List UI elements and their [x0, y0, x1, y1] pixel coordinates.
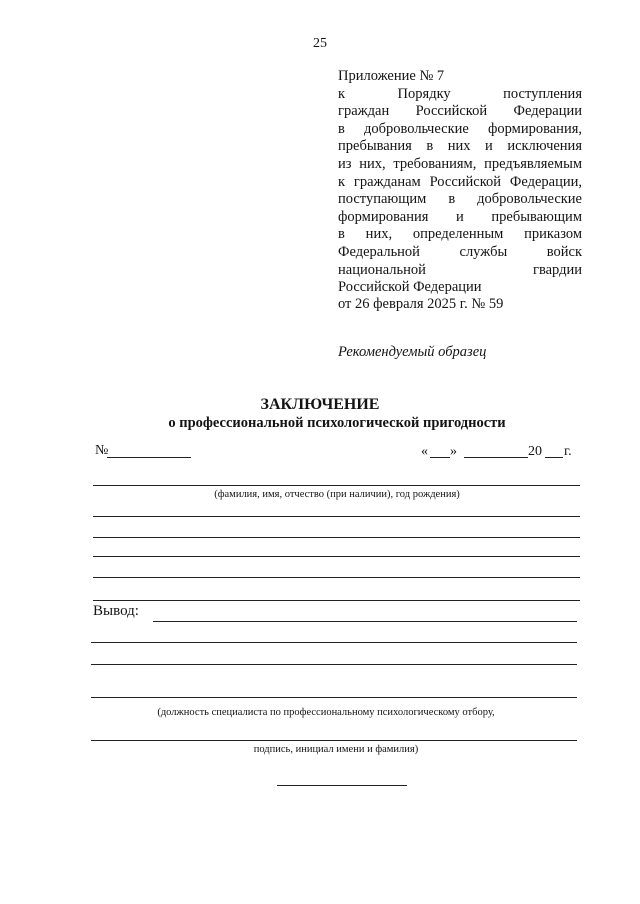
date-quote-close: »	[450, 444, 457, 459]
signature-field[interactable]	[91, 740, 577, 741]
date-year-prefix: 20	[528, 444, 542, 459]
conclusion-field[interactable]	[153, 621, 577, 622]
order-reference: от 26 февраля 2025 г. № 59	[338, 296, 504, 312]
appendix-line: в добровольческие формирования,	[338, 120, 582, 137]
page-number: 25	[313, 36, 327, 51]
text-line[interactable]	[93, 516, 580, 517]
date-year-field[interactable]	[545, 457, 563, 458]
signature-caption: подпись, инициал имени и фамилия)	[253, 744, 419, 755]
text-line[interactable]	[93, 600, 580, 601]
conclusion-label: Вывод:	[93, 603, 139, 619]
full-name-field[interactable]	[93, 485, 580, 486]
full-name-caption: (фамилия, имя, отчество (при наличии), год рождения)	[214, 489, 460, 500]
appendix-line: в них, определенным приказом	[338, 226, 582, 243]
appendix-line: пребывания в них и исключения	[338, 138, 582, 155]
appendix-title: Приложение № 7	[338, 68, 445, 84]
appendix-line: поступающим в добровольческие	[338, 191, 582, 208]
number-label: №	[95, 443, 109, 458]
appendix-line: из них, требованиям, предъявляемым	[338, 155, 582, 172]
date-quote-open: «	[421, 444, 428, 459]
text-line[interactable]	[93, 537, 580, 538]
position-caption: (должность специалиста по профессиональному психологическому отбору,	[157, 707, 495, 718]
text-line[interactable]	[91, 642, 577, 643]
appendix-block	[338, 68, 582, 297]
position-field[interactable]	[91, 697, 577, 698]
appendix-line: Федеральной службы войск	[338, 243, 582, 260]
appendix-line: формирования и пребывающим	[338, 208, 582, 225]
document-title: ЗАКЛЮЧЕНИЕ	[260, 396, 380, 413]
number-field[interactable]	[107, 457, 191, 458]
appendix-line: к гражданам Российской Федерации,	[338, 173, 582, 190]
appendix-line: граждан Российской Федерации	[338, 103, 582, 120]
text-line[interactable]	[93, 556, 580, 557]
document-subtitle: о профессиональной психологической пригодности	[168, 415, 506, 431]
appendix-line-last: Российской Федерации	[338, 279, 482, 296]
date-day-field[interactable]	[430, 457, 450, 458]
date-year-suffix: г.	[564, 444, 572, 459]
sample-label: Рекомендуемый образец	[338, 344, 487, 360]
text-line[interactable]	[91, 664, 577, 665]
signature-line[interactable]	[277, 785, 407, 786]
date-month-field[interactable]	[464, 457, 528, 458]
appendix-line: национальной гвардии	[338, 261, 582, 278]
text-line[interactable]	[93, 577, 580, 578]
appendix-line: к Порядку поступления	[338, 85, 582, 102]
